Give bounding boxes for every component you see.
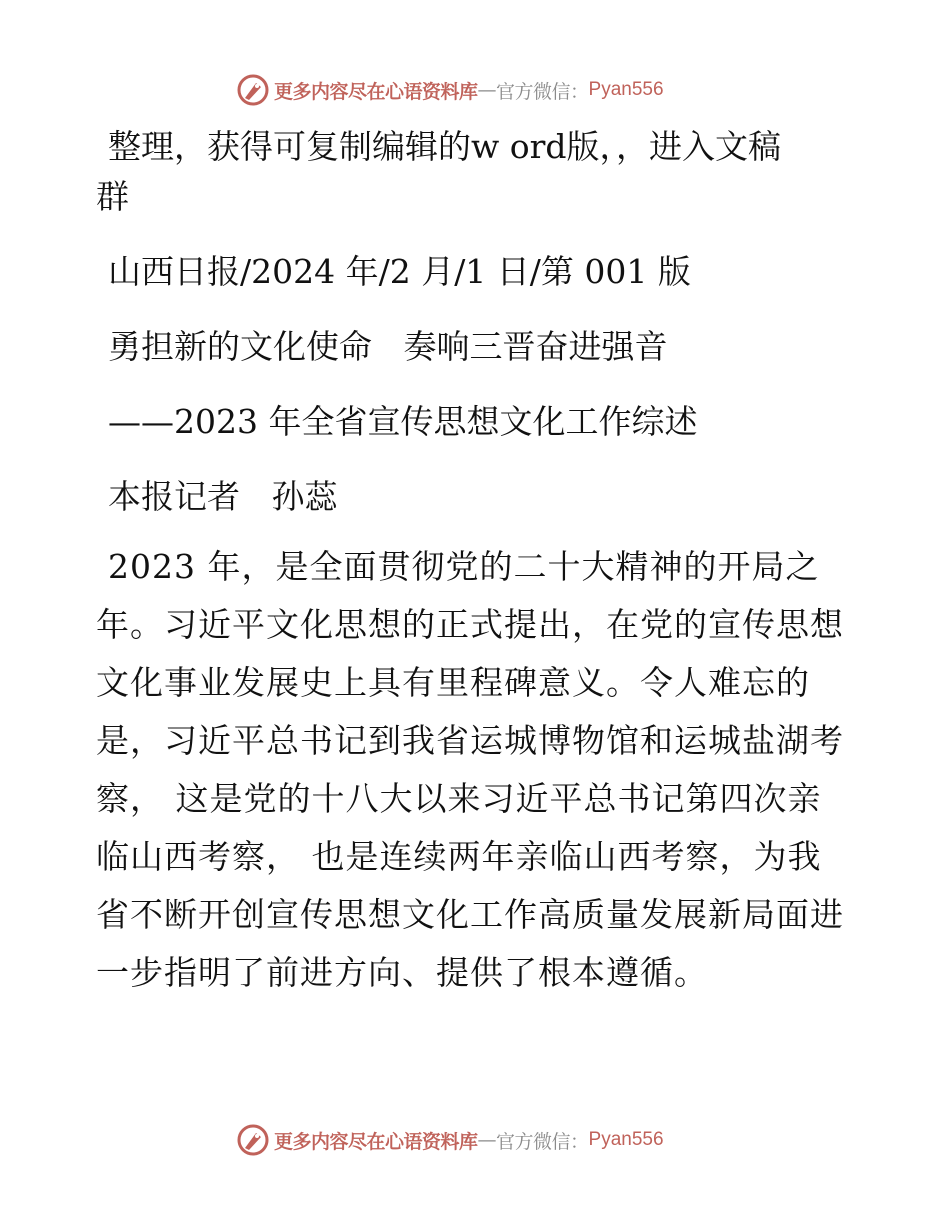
byline: 本报记者 孙蕊 [108,477,338,516]
watermark-wechat-id: Pyan556 [588,79,664,100]
body-line: 年。习近平文化思想的正式提出，在党的宣传思想 [96,605,844,644]
body-line: 2023 年，是全面贯彻党的二十大精神的开局之 [108,547,820,586]
watermark-main-text: 更多内容尽在心语资料库 [274,80,478,103]
watermark-separator: — [477,79,497,101]
body-line: 察， 这是党的十八大以来习近平总书记第四次亲 [96,779,822,818]
article-title: 勇担新的文化使命 奏响三晋奋进强音 [108,327,668,366]
watermark-sub-text: 官方微信： [496,80,589,103]
body-paragraph [96,538,856,1002]
body-line: 文化事业发展史上具有里程碑意义。令人难忘的 [96,663,810,702]
pen-nib-logo-icon [236,73,270,107]
intro-line-2: 群 [96,177,129,216]
pen-nib-logo-icon [236,1123,270,1157]
source-line: 山西日报/2024 年/2 月/1 日/第 001 版 [108,252,691,291]
watermark-separator: — [477,1129,497,1151]
header-watermark [236,72,664,108]
watermark-sub-text: 官方微信： [496,1130,589,1153]
body-line: 临山西考察， 也是连续两年亲临山西考察，为我 [96,837,822,876]
body-line: 省不断开创宣传思想文化工作高质量发展新局面进 [96,895,844,934]
watermark-wechat-id: Pyan556 [588,1129,664,1150]
footer-watermark [236,1122,664,1158]
body-line: 一步指明了前进方向、提供了根本遵循。 [96,953,708,992]
document-body [96,122,856,1002]
intro-line-1: 整理，获得可复制编辑的w ord版，，进入文稿 [108,127,782,166]
watermark-main-text: 更多内容尽在心语资料库 [274,1130,478,1153]
body-line: 是，习近平总书记到我省运城博物馆和运城盐湖考 [96,721,844,760]
article-subtitle: ——2023 年全省宣传思想文化工作综述 [108,402,698,441]
